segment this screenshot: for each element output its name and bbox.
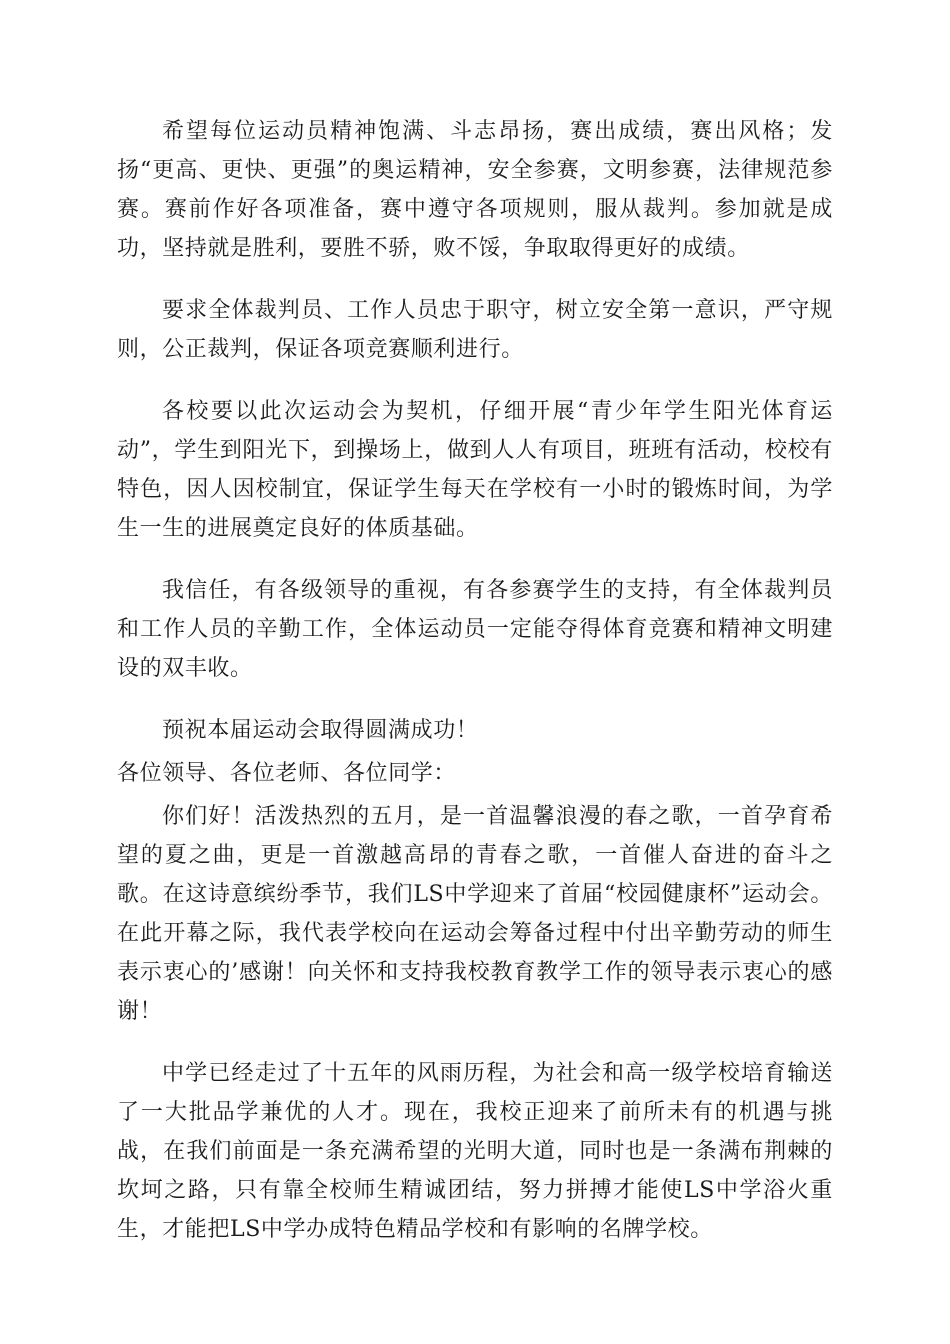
paragraph-school-history: 中学已经走过了十五年的风雨历程，为社会和高一级学校培育输送了一大批品学兼优的人才。现在，我校正迎来了前所未有的机遇与挑战，在我们前面是一条充满希望的光明大道，同时也是一条满布荆棘的坎坷之路，只有靠全校师生精诚团结，努力拼搏才能使LS中学浴火重生，才能把LS中学办成特色精品学校和有影响的名牌学校。 <box>117 1061 833 1242</box>
paragraph-referee-duties: 要求全体裁判员、工作人员忠于职守，树立安全第一意识，严守规则，公正裁判，保证各项竞赛顺利进行。 <box>117 298 833 362</box>
paragraph-athlete-spirit: 希望每位运动员精神饱满、斗志昂扬，赛出成绩，赛出风格；发扬“更高、更快、更强”的奥运精神，安全参赛，文明参赛，法律规范参赛。赛前作好各项准备，赛中遵守各项规则，服从裁判。参加就是成功，坚持就是胜利，要胜不骄，败不馁，争取取得更好的成绩。 <box>117 119 833 261</box>
document-body <box>117 112 833 1249</box>
paragraph-sunshine-sports: 各校要以此次运动会为契机，仔细开展“青少年学生阳光体育运动”，学生到阳光下，到操场上，做到人人有项目，班班有活动，校校有特色，因人因校制宜，保证学生每天在学校有一小时的锻炼时间，为学生一生的进展奠定良好的体质基础。 <box>117 399 833 541</box>
paragraph-salutation: 各位领导、各位老师、各位同学： <box>117 761 457 786</box>
paragraph-wish-success: 预祝本届运动会取得圆满成功！ <box>162 718 479 743</box>
paragraph-confidence: 我信任，有各级领导的重视，有各参赛学生的支持，有全体裁判员和工作人员的辛勤工作，全体运动员一定能夺得体育竞赛和精神文明建设的双丰收。 <box>117 578 833 681</box>
paragraph-greeting: 你们好！活泼热烈的五月，是一首温馨浪漫的春之歌，一首孕育希望的夏之曲，更是一首激越高昂的青春之歌，一首催人奋进的奋斗之歌。在这诗意缤纷季节，我们LS中学迎来了首届“校园健康杯”运动会。在此开幕之际，我代表学校向在运动会筹备过程中付出辛勤劳动的师生表示衷心的’感谢！向关怀和支持我校教育教学工作的领导表示衷心的感谢！ <box>117 804 833 1024</box>
